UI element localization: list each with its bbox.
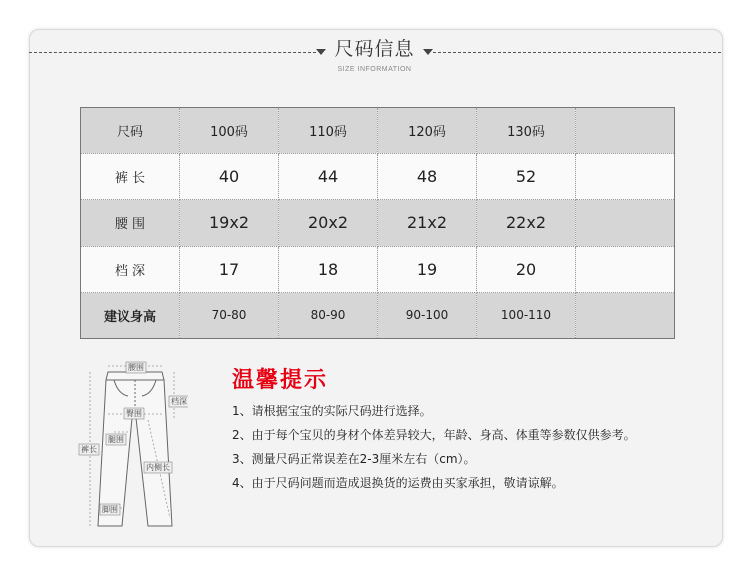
table-cell: 44	[279, 154, 378, 200]
table-cell: 18	[279, 246, 378, 292]
table-cell: 40	[180, 154, 279, 200]
label-inseam: 内侧长	[146, 463, 170, 472]
table-cell	[576, 292, 675, 338]
row-label: 尺码	[81, 108, 180, 154]
table-cell: 70-80	[180, 292, 279, 338]
table-row-recommended-height	[81, 292, 675, 338]
table-cell: 130码	[477, 108, 576, 154]
table-cell: 120码	[378, 108, 477, 154]
label-thigh: 腿围	[108, 435, 124, 444]
tip-item: 4、由于尺码问题而造成退换货的运费由买家承担，敬请谅解。	[232, 476, 564, 490]
table-cell	[576, 200, 675, 246]
table-row-crotch-depth	[81, 246, 675, 292]
table-cell: 20	[477, 246, 576, 292]
table-cell	[576, 246, 675, 292]
label-hip: 臀围	[126, 409, 142, 418]
table-row-size	[81, 108, 675, 154]
table-cell: 80-90	[279, 292, 378, 338]
table-cell: 17	[180, 246, 279, 292]
table-cell: 90-100	[378, 292, 477, 338]
table-cell: 20x2	[279, 200, 378, 246]
label-crotch: 档深	[171, 397, 187, 406]
table-cell: 22x2	[477, 200, 576, 246]
table-row-waist	[81, 200, 675, 246]
table-cell: 21x2	[378, 200, 477, 246]
label-waist: 腰围	[128, 363, 144, 372]
title-divider-right	[433, 52, 721, 53]
tips-title: 温馨提示	[232, 368, 329, 393]
table-cell: 48	[378, 154, 477, 200]
row-label: 建议身高	[81, 292, 180, 338]
table-cell: 19	[378, 246, 477, 292]
section-title: 尺码信息	[334, 38, 415, 60]
table-cell: 100-110	[477, 292, 576, 338]
table-row-length	[81, 154, 675, 200]
tip-item: 1、请根据宝宝的实际尺码进行选择。	[232, 404, 432, 418]
triangle-marker-left	[316, 49, 326, 55]
section-subtitle: SIZE INFORMATION	[337, 66, 412, 73]
title-divider-left	[29, 52, 316, 53]
table-cell	[576, 154, 675, 200]
label-hem: 脚围	[102, 505, 118, 514]
size-table	[80, 107, 675, 339]
tip-item: 3、测量尺码正常误差在2-3厘米左右（cm）。	[232, 452, 476, 466]
tip-item: 2、由于每个宝贝的身材个体差异较大，年龄、身高、体重等参数仅供参考。	[232, 428, 636, 442]
table-cell	[576, 108, 675, 154]
triangle-marker-right	[423, 49, 433, 55]
row-label: 裤 长	[81, 154, 180, 200]
row-label: 腰 围	[81, 200, 180, 246]
table-cell: 100码	[180, 108, 279, 154]
table-cell: 19x2	[180, 200, 279, 246]
table-cell: 52	[477, 154, 576, 200]
label-length: 裤长	[81, 445, 97, 454]
row-label: 档 深	[81, 246, 180, 292]
table-cell: 110码	[279, 108, 378, 154]
pants-measurement-diagram	[78, 358, 188, 533]
